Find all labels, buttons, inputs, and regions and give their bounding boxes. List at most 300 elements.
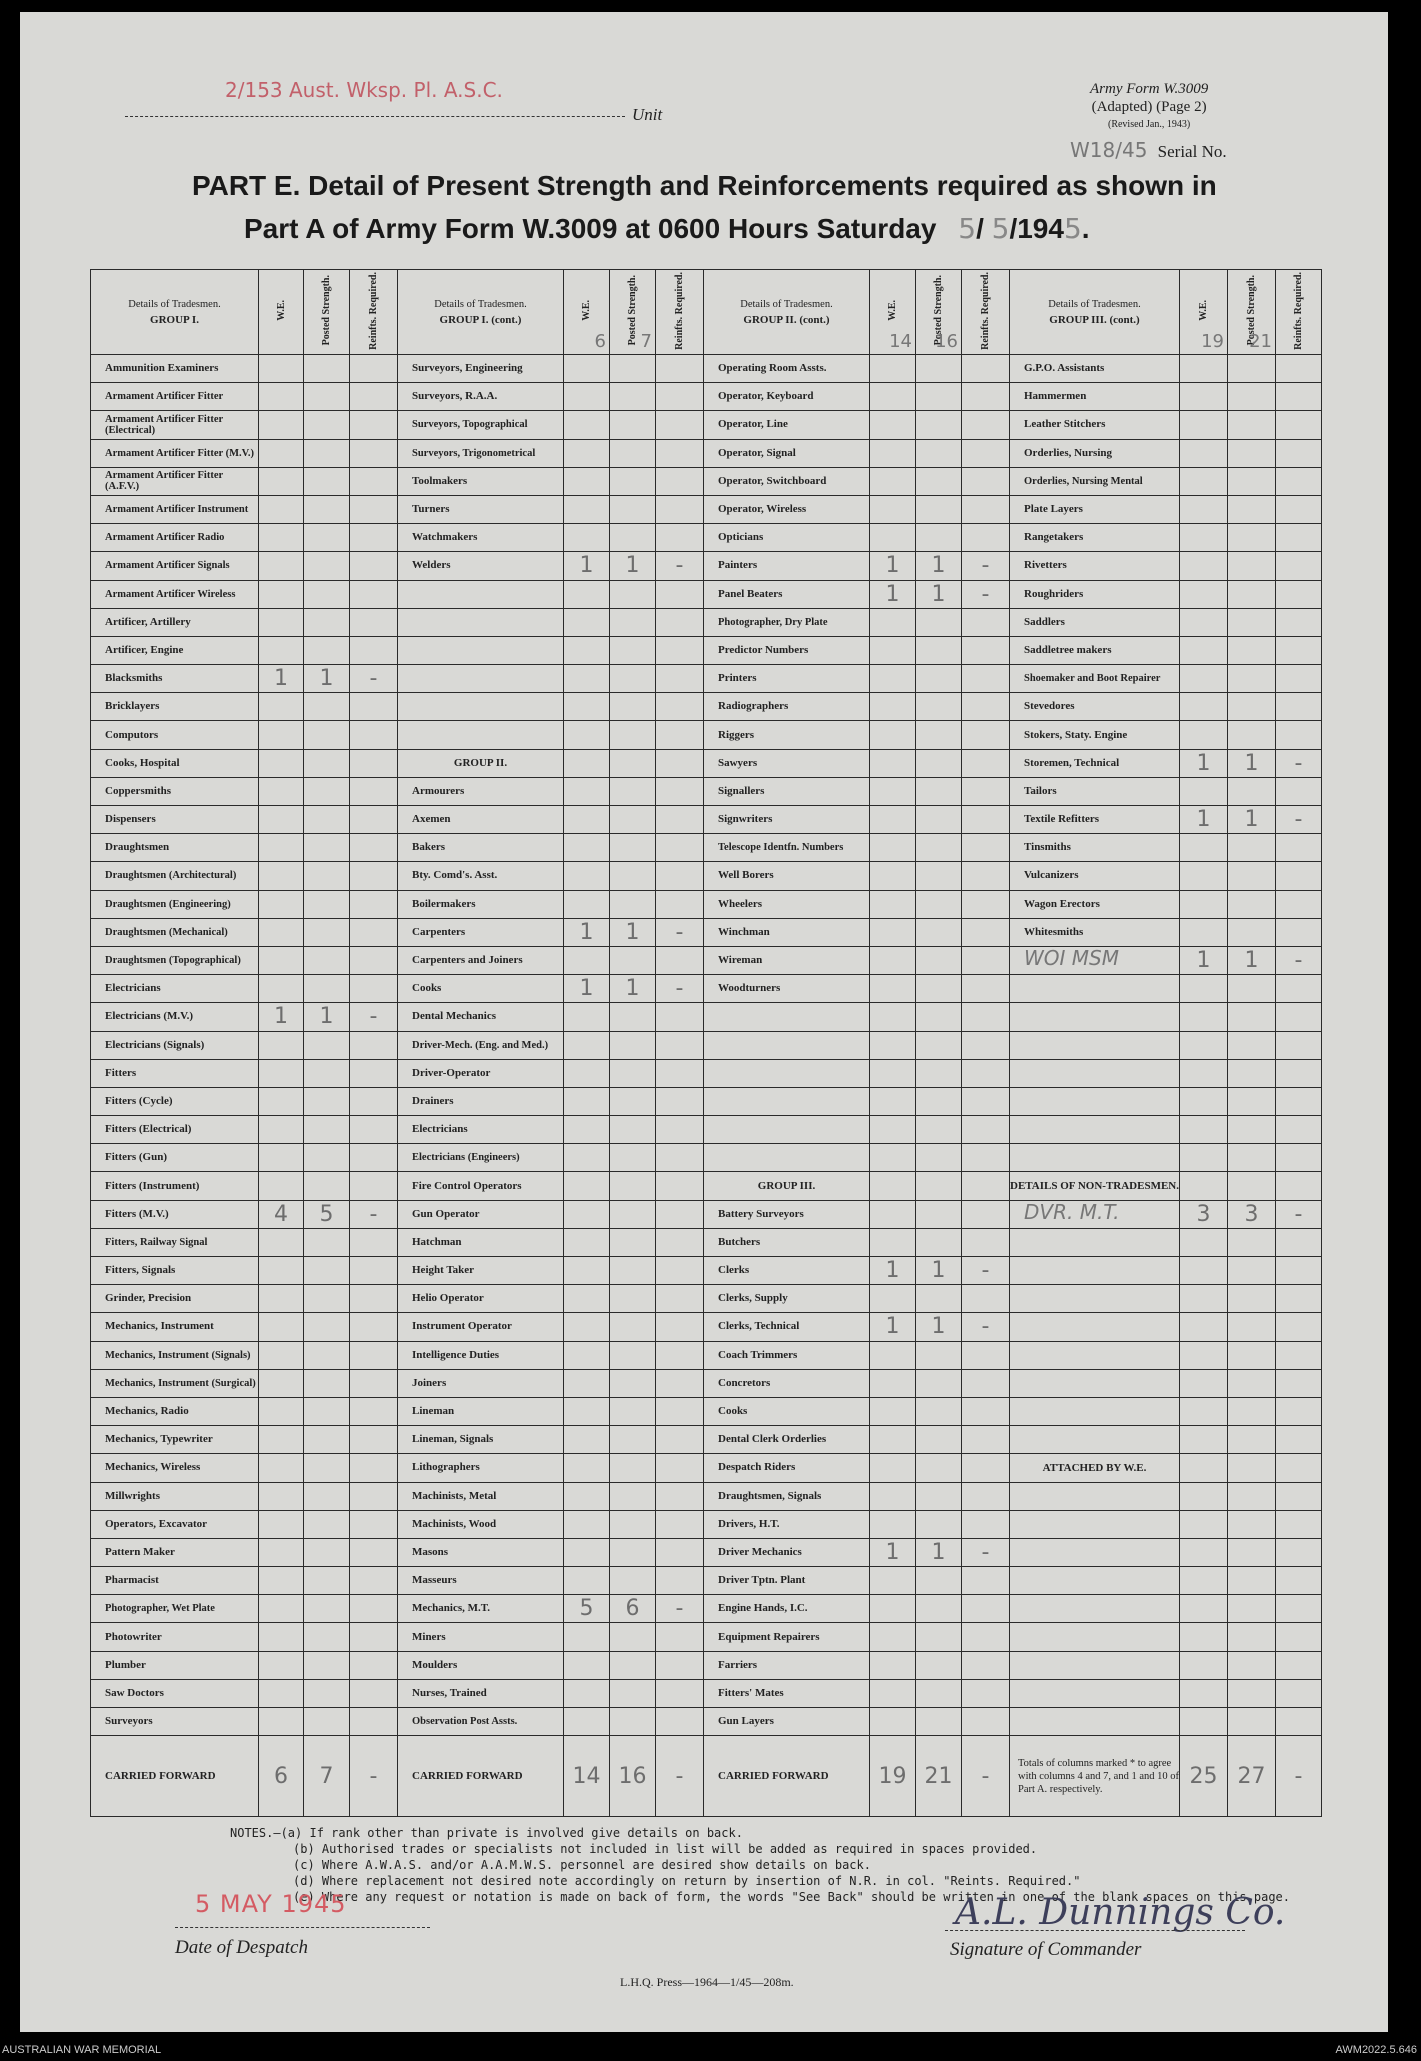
we-cell[interactable] [259,777,304,805]
posted-cell[interactable] [916,355,962,383]
reinfts-cell[interactable] [656,1679,704,1707]
reinfts-cell[interactable] [1276,975,1322,1003]
posted-cell[interactable] [610,1087,656,1115]
reinfts-cell[interactable] [962,862,1010,890]
posted-cell[interactable] [1228,1257,1276,1285]
we-cell[interactable] [1180,467,1228,495]
posted-cell[interactable] [304,1144,350,1172]
reinfts-cell[interactable] [350,1172,398,1200]
reinfts-cell[interactable] [656,1341,704,1369]
we-cell[interactable] [259,383,304,411]
reinfts-cell[interactable] [350,806,398,834]
we-cell[interactable] [1180,1003,1228,1031]
posted-cell[interactable] [1228,1031,1276,1059]
posted-cell[interactable] [1228,1595,1276,1623]
reinfts-cell[interactable] [350,1313,398,1341]
we-cell[interactable] [870,1341,916,1369]
posted-cell[interactable] [610,552,656,580]
we-cell[interactable] [870,1059,916,1087]
reinfts-cell[interactable] [656,806,704,834]
reinfts-cell[interactable] [1276,1003,1322,1031]
reinfts-cell[interactable] [962,1116,1010,1144]
reinfts-cell[interactable] [962,608,1010,636]
posted-cell[interactable] [304,1426,350,1454]
posted-cell[interactable] [1228,355,1276,383]
posted-cell[interactable] [610,1003,656,1031]
we-cell[interactable] [870,1595,916,1623]
we-cell[interactable] [1180,1567,1228,1595]
posted-cell[interactable] [304,721,350,749]
posted-cell[interactable] [610,524,656,552]
we-cell[interactable] [870,665,916,693]
reinfts-cell[interactable] [350,1397,398,1425]
posted-cell[interactable] [304,524,350,552]
reinfts-cell[interactable] [1276,1538,1322,1566]
posted-cell[interactable] [916,1200,962,1228]
we-cell[interactable] [1180,524,1228,552]
we-cell[interactable] [1180,1116,1228,1144]
posted-cell[interactable] [304,1397,350,1425]
reinfts-cell[interactable] [656,862,704,890]
we-cell[interactable] [564,806,610,834]
we-cell[interactable] [870,862,916,890]
reinfts-cell[interactable] [1276,1482,1322,1510]
reinfts-cell[interactable] [1276,1257,1322,1285]
reinfts-cell[interactable] [656,439,704,467]
reinfts-cell[interactable] [1276,777,1322,805]
posted-cell[interactable] [1228,806,1276,834]
we-cell[interactable] [259,1595,304,1623]
we-cell[interactable] [870,1708,916,1736]
posted-cell[interactable] [916,1116,962,1144]
reinfts-cell[interactable] [962,1200,1010,1228]
we-cell[interactable] [259,1567,304,1595]
reinfts-cell[interactable] [962,1679,1010,1707]
posted-cell[interactable] [916,1059,962,1087]
reinfts-cell[interactable] [962,1172,1010,1200]
reinfts-cell[interactable] [1276,383,1322,411]
we-cell[interactable] [564,495,610,523]
reinfts-cell[interactable] [656,1059,704,1087]
we-cell[interactable] [564,1031,610,1059]
posted-cell[interactable] [610,1679,656,1707]
we-cell[interactable] [564,608,610,636]
we-cell[interactable] [259,608,304,636]
we-cell[interactable] [564,1708,610,1736]
posted-cell[interactable] [916,665,962,693]
we-cell[interactable] [259,1003,304,1031]
reinfts-cell[interactable] [962,439,1010,467]
we-cell[interactable] [564,946,610,974]
reinfts-cell[interactable] [1276,1144,1322,1172]
reinfts-cell[interactable] [350,1228,398,1256]
we-cell[interactable] [564,1482,610,1510]
reinfts-cell[interactable] [962,1397,1010,1425]
posted-cell[interactable] [304,806,350,834]
reinfts-cell[interactable] [350,411,398,439]
posted-cell[interactable] [1228,1623,1276,1651]
reinfts-cell[interactable] [656,1595,704,1623]
posted-total[interactable] [1228,1736,1276,1817]
reinfts-cell[interactable] [656,1313,704,1341]
reinfts-cell[interactable] [1276,1313,1322,1341]
posted-cell[interactable] [610,665,656,693]
we-cell[interactable] [870,1510,916,1538]
we-cell[interactable] [1180,580,1228,608]
posted-cell[interactable] [1228,693,1276,721]
posted-cell[interactable] [916,777,962,805]
reinfts-cell[interactable] [350,1031,398,1059]
posted-cell[interactable] [304,1285,350,1313]
posted-cell[interactable] [1228,1567,1276,1595]
posted-cell[interactable] [610,946,656,974]
posted-cell[interactable] [304,975,350,1003]
posted-cell[interactable] [304,1567,350,1595]
we-cell[interactable] [564,1087,610,1115]
reinfts-cell[interactable] [350,552,398,580]
we-cell[interactable] [870,721,916,749]
we-cell[interactable] [564,1679,610,1707]
reinfts-cell[interactable] [1276,890,1322,918]
we-cell[interactable] [1180,383,1228,411]
we-cell[interactable] [259,749,304,777]
reinfts-cell[interactable] [1276,1228,1322,1256]
we-cell[interactable] [259,1341,304,1369]
posted-cell[interactable] [916,1285,962,1313]
posted-cell[interactable] [610,608,656,636]
posted-cell[interactable] [304,1059,350,1087]
posted-cell[interactable] [610,1200,656,1228]
posted-cell[interactable] [304,383,350,411]
reinfts-cell[interactable] [350,1003,398,1031]
posted-cell[interactable] [304,946,350,974]
posted-cell[interactable] [1228,1341,1276,1369]
reinfts-cell[interactable] [656,1285,704,1313]
reinfts-cell[interactable] [1276,1116,1322,1144]
posted-cell[interactable] [916,834,962,862]
we-cell[interactable] [870,1482,916,1510]
we-cell[interactable] [1180,693,1228,721]
we-cell[interactable] [1180,1595,1228,1623]
reinfts-cell[interactable] [350,1454,398,1482]
posted-cell[interactable] [304,1341,350,1369]
reinfts-cell[interactable] [656,1482,704,1510]
posted-total[interactable] [304,1736,350,1817]
we-cell[interactable] [564,1454,610,1482]
posted-cell[interactable] [610,1285,656,1313]
we-cell[interactable] [564,1397,610,1425]
reinfts-cell[interactable] [350,1116,398,1144]
posted-cell[interactable] [304,552,350,580]
reinfts-cell[interactable] [962,1482,1010,1510]
posted-total[interactable] [610,1736,656,1817]
posted-cell[interactable] [610,777,656,805]
posted-cell[interactable] [916,1510,962,1538]
we-cell[interactable] [870,580,916,608]
posted-cell[interactable] [916,636,962,664]
posted-cell[interactable] [610,467,656,495]
reinfts-cell[interactable] [1276,806,1322,834]
posted-cell[interactable] [610,1567,656,1595]
reinfts-cell[interactable] [350,1200,398,1228]
reinfts-cell[interactable] [350,918,398,946]
posted-cell[interactable] [304,467,350,495]
we-cell[interactable] [1180,749,1228,777]
we-cell[interactable] [259,665,304,693]
we-cell[interactable] [259,1426,304,1454]
reinfts-cell[interactable] [1276,1708,1322,1736]
posted-cell[interactable] [304,1116,350,1144]
reinfts-cell[interactable] [962,1623,1010,1651]
reinfts-cell[interactable] [656,1369,704,1397]
we-cell[interactable] [259,890,304,918]
we-cell[interactable] [564,665,610,693]
posted-cell[interactable] [1228,1482,1276,1510]
we-cell[interactable] [870,1313,916,1341]
reinfts-cell[interactable] [350,524,398,552]
we-cell[interactable] [259,552,304,580]
reinfts-cell[interactable] [350,1595,398,1623]
reinfts-cell[interactable] [350,1482,398,1510]
reinfts-cell[interactable] [962,1651,1010,1679]
reinfts-cell[interactable] [1276,1595,1322,1623]
reinfts-cell[interactable] [350,862,398,890]
posted-cell[interactable] [916,1087,962,1115]
posted-cell[interactable] [610,693,656,721]
posted-cell[interactable] [1228,1679,1276,1707]
reinfts-cell[interactable] [962,524,1010,552]
we-cell[interactable] [564,1538,610,1566]
reinfts-cell[interactable] [962,890,1010,918]
we-cell[interactable] [564,1003,610,1031]
posted-cell[interactable] [610,918,656,946]
we-cell[interactable] [259,355,304,383]
posted-cell[interactable] [610,580,656,608]
we-cell[interactable] [1180,608,1228,636]
we-cell[interactable] [259,1031,304,1059]
posted-cell[interactable] [1228,1313,1276,1341]
posted-cell[interactable] [304,355,350,383]
reinfts-cell[interactable] [962,1257,1010,1285]
posted-cell[interactable] [610,1031,656,1059]
reinfts-cell[interactable] [1276,608,1322,636]
reinfts-cell[interactable] [1276,552,1322,580]
reinfts-cell[interactable] [962,1369,1010,1397]
posted-cell[interactable] [610,1454,656,1482]
we-cell[interactable] [870,1623,916,1651]
we-cell[interactable] [870,439,916,467]
posted-cell[interactable] [304,1369,350,1397]
reinfts-cell[interactable] [656,1454,704,1482]
we-cell[interactable] [564,890,610,918]
posted-cell[interactable] [1228,383,1276,411]
we-cell[interactable] [1180,1059,1228,1087]
posted-cell[interactable] [610,439,656,467]
posted-cell[interactable] [304,1708,350,1736]
posted-cell[interactable] [916,1228,962,1256]
we-cell[interactable] [564,1200,610,1228]
posted-cell[interactable] [610,1623,656,1651]
posted-cell[interactable] [916,1397,962,1425]
reinfts-cell[interactable] [350,580,398,608]
reinfts-cell[interactable] [656,580,704,608]
posted-cell[interactable] [1228,1144,1276,1172]
we-cell[interactable] [1180,1369,1228,1397]
reinfts-cell[interactable] [350,1651,398,1679]
reinfts-cell[interactable] [350,1426,398,1454]
posted-cell[interactable] [610,1426,656,1454]
we-cell[interactable] [1180,1426,1228,1454]
reinfts-cell[interactable] [656,834,704,862]
posted-cell[interactable] [610,383,656,411]
reinfts-cell[interactable] [656,1708,704,1736]
posted-cell[interactable] [304,1595,350,1623]
we-cell[interactable] [1180,1651,1228,1679]
reinfts-cell[interactable] [656,383,704,411]
posted-cell[interactable] [304,580,350,608]
reinfts-cell[interactable] [962,777,1010,805]
we-cell[interactable] [259,693,304,721]
reinfts-cell[interactable] [962,721,1010,749]
reinfts-cell[interactable] [656,524,704,552]
reinfts-cell[interactable] [350,355,398,383]
we-cell[interactable] [1180,1510,1228,1538]
reinfts-cell[interactable] [656,1172,704,1200]
we-cell[interactable] [564,1285,610,1313]
reinfts-cell[interactable] [656,693,704,721]
we-cell[interactable] [870,1257,916,1285]
reinfts-cell[interactable] [962,1595,1010,1623]
reinfts-cell[interactable] [1276,834,1322,862]
we-cell[interactable] [564,355,610,383]
reinfts-cell[interactable] [350,1144,398,1172]
we-cell[interactable] [259,1510,304,1538]
we-cell[interactable] [564,975,610,1003]
posted-cell[interactable] [916,806,962,834]
we-cell[interactable] [870,1116,916,1144]
we-cell[interactable] [1180,890,1228,918]
reinfts-cell[interactable] [350,1623,398,1651]
posted-cell[interactable] [1228,1003,1276,1031]
we-total[interactable] [1180,1736,1228,1817]
reinfts-total[interactable] [1276,1736,1322,1817]
posted-cell[interactable] [304,608,350,636]
reinfts-cell[interactable] [962,383,1010,411]
reinfts-cell[interactable] [656,1538,704,1566]
reinfts-cell[interactable] [962,1031,1010,1059]
reinfts-cell[interactable] [1276,1623,1322,1651]
we-cell[interactable] [259,1087,304,1115]
reinfts-cell[interactable] [1276,1679,1322,1707]
posted-cell[interactable] [304,1003,350,1031]
reinfts-cell[interactable] [1276,749,1322,777]
we-cell[interactable] [564,777,610,805]
we-cell[interactable] [1180,1087,1228,1115]
reinfts-cell[interactable] [656,749,704,777]
posted-cell[interactable] [1228,890,1276,918]
we-cell[interactable] [1180,1313,1228,1341]
posted-cell[interactable] [916,439,962,467]
reinfts-cell[interactable] [656,1651,704,1679]
reinfts-cell[interactable] [350,1708,398,1736]
we-cell[interactable] [564,918,610,946]
posted-cell[interactable] [610,1397,656,1425]
we-total[interactable] [259,1736,304,1817]
we-cell[interactable] [870,1397,916,1425]
we-cell[interactable] [1180,1341,1228,1369]
we-cell[interactable] [870,1285,916,1313]
we-cell[interactable] [564,411,610,439]
reinfts-cell[interactable] [1276,495,1322,523]
reinfts-cell[interactable] [1276,1369,1322,1397]
reinfts-cell[interactable] [1276,355,1322,383]
we-cell[interactable] [870,355,916,383]
we-cell[interactable] [870,1003,916,1031]
reinfts-cell[interactable] [656,608,704,636]
we-cell[interactable] [1180,975,1228,1003]
posted-cell[interactable] [916,1595,962,1623]
reinfts-cell[interactable] [962,411,1010,439]
we-cell[interactable] [870,608,916,636]
posted-cell[interactable] [916,1538,962,1566]
reinfts-cell[interactable] [1276,1285,1322,1313]
posted-cell[interactable] [916,1679,962,1707]
we-cell[interactable] [259,862,304,890]
reinfts-cell[interactable] [1276,1200,1322,1228]
posted-cell[interactable] [1228,1059,1276,1087]
posted-cell[interactable] [916,467,962,495]
we-cell[interactable] [1180,1172,1228,1200]
we-cell[interactable] [1180,834,1228,862]
reinfts-cell[interactable] [962,806,1010,834]
reinfts-cell[interactable] [1276,1341,1322,1369]
posted-cell[interactable] [610,1059,656,1087]
posted-cell[interactable] [1228,1510,1276,1538]
posted-cell[interactable] [1228,524,1276,552]
posted-cell[interactable] [916,1172,962,1200]
posted-cell[interactable] [1228,1172,1276,1200]
posted-cell[interactable] [916,890,962,918]
reinfts-cell[interactable] [350,946,398,974]
reinfts-cell[interactable] [962,355,1010,383]
reinfts-cell[interactable] [350,1567,398,1595]
posted-cell[interactable] [1228,411,1276,439]
we-cell[interactable] [1180,439,1228,467]
we-cell[interactable] [870,806,916,834]
we-cell[interactable] [564,1651,610,1679]
reinfts-cell[interactable] [1276,946,1322,974]
posted-cell[interactable] [1228,1116,1276,1144]
posted-cell[interactable] [610,1482,656,1510]
reinfts-cell[interactable] [350,636,398,664]
we-cell[interactable] [564,1059,610,1087]
reinfts-cell[interactable] [1276,439,1322,467]
reinfts-cell[interactable] [962,1313,1010,1341]
reinfts-cell[interactable] [350,495,398,523]
we-cell[interactable] [259,1059,304,1087]
reinfts-cell[interactable] [350,383,398,411]
we-cell[interactable] [1180,355,1228,383]
we-cell[interactable] [1180,806,1228,834]
we-cell[interactable] [870,552,916,580]
we-cell[interactable] [564,552,610,580]
we-cell[interactable] [259,1116,304,1144]
posted-cell[interactable] [610,1313,656,1341]
reinfts-total[interactable] [350,1736,398,1817]
we-cell[interactable] [870,834,916,862]
reinfts-cell[interactable] [962,552,1010,580]
we-cell[interactable] [870,1454,916,1482]
